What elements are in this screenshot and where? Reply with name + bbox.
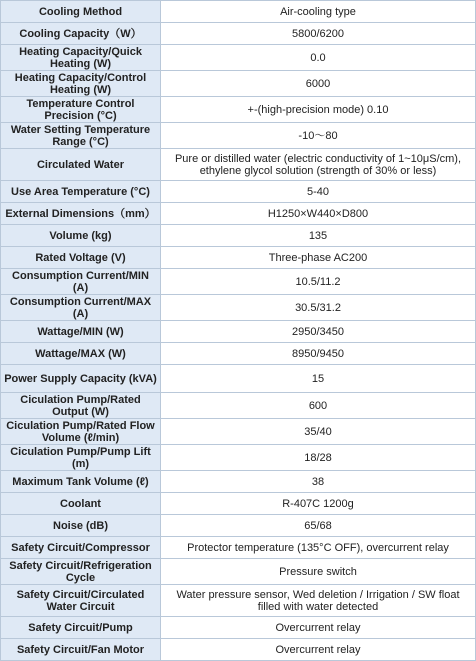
spec-value: Protector temperature (135°C OFF), overcurrent relay bbox=[161, 537, 476, 559]
table-row bbox=[1, 365, 476, 393]
spec-label: Water Setting Temperature Range (°C) bbox=[1, 123, 161, 149]
spec-label: Heating Capacity/Quick Heating (W) bbox=[1, 45, 161, 71]
spec-label: Rated Voltage (V) bbox=[1, 247, 161, 269]
spec-value: Three-phase AC200 bbox=[161, 247, 476, 269]
spec-label: Safety Circuit/Circulated Water Circuit bbox=[1, 585, 161, 617]
table-row bbox=[1, 585, 476, 617]
spec-value: 5800/6200 bbox=[161, 23, 476, 45]
table-row bbox=[1, 471, 476, 493]
spec-label: Noise (dB) bbox=[1, 515, 161, 537]
spec-label: Cooling Method bbox=[1, 1, 161, 23]
table-row bbox=[1, 493, 476, 515]
spec-label: Wattage/MIN (W) bbox=[1, 321, 161, 343]
spec-value: 10.5/11.2 bbox=[161, 269, 476, 295]
spec-value: 0.0 bbox=[161, 45, 476, 71]
spec-label: Coolant bbox=[1, 493, 161, 515]
spec-value: 38 bbox=[161, 471, 476, 493]
table-row bbox=[1, 639, 476, 661]
table-row bbox=[1, 71, 476, 97]
table-row bbox=[1, 23, 476, 45]
table-row bbox=[1, 559, 476, 585]
spec-label: Volume (kg) bbox=[1, 225, 161, 247]
spec-value: 18/28 bbox=[161, 445, 476, 471]
table-row bbox=[1, 123, 476, 149]
spec-label: Power Supply Capacity (kVA) bbox=[1, 365, 161, 393]
spec-value: Pressure switch bbox=[161, 559, 476, 585]
table-row bbox=[1, 295, 476, 321]
table-row bbox=[1, 269, 476, 295]
table-row bbox=[1, 343, 476, 365]
spec-label: Safety Circuit/Refrigeration Cycle bbox=[1, 559, 161, 585]
spec-value: Overcurrent relay bbox=[161, 639, 476, 661]
spec-value: 5-40 bbox=[161, 181, 476, 203]
spec-value: 600 bbox=[161, 393, 476, 419]
table-row bbox=[1, 247, 476, 269]
table-row bbox=[1, 321, 476, 343]
spec-label: Ciculation Pump/Rated Flow Volume (ℓ/min) bbox=[1, 419, 161, 445]
table-row bbox=[1, 537, 476, 559]
spec-value: R-407C 1200g bbox=[161, 493, 476, 515]
spec-value: 8950/9450 bbox=[161, 343, 476, 365]
spec-value: Air-cooling type bbox=[161, 1, 476, 23]
spec-value: +-(high-precision mode) 0.10 bbox=[161, 97, 476, 123]
spec-value: Overcurrent relay bbox=[161, 617, 476, 639]
spec-value: H1250×W440×D800 bbox=[161, 203, 476, 225]
spec-value: 15 bbox=[161, 365, 476, 393]
spec-label: Ciculation Pump/Pump Lift (m) bbox=[1, 445, 161, 471]
table-row bbox=[1, 97, 476, 123]
table-row bbox=[1, 617, 476, 639]
spec-value: 35/40 bbox=[161, 419, 476, 445]
spec-label: Wattage/MAX (W) bbox=[1, 343, 161, 365]
table-row bbox=[1, 515, 476, 537]
spec-label: Safety Circuit/Compressor bbox=[1, 537, 161, 559]
spec-label: Ciculation Pump/Rated Output (W) bbox=[1, 393, 161, 419]
table-row bbox=[1, 419, 476, 445]
spec-value: 2950/3450 bbox=[161, 321, 476, 343]
spec-label: Heating Capacity/Control Heating (W) bbox=[1, 71, 161, 97]
table-row bbox=[1, 181, 476, 203]
spec-value: 30.5/31.2 bbox=[161, 295, 476, 321]
table-row bbox=[1, 225, 476, 247]
spec-label: Circulated Water bbox=[1, 149, 161, 181]
spec-label: External Dimensions（mm） bbox=[1, 203, 161, 225]
table-row bbox=[1, 45, 476, 71]
spec-value: 135 bbox=[161, 225, 476, 247]
table-row bbox=[1, 149, 476, 181]
table-row bbox=[1, 203, 476, 225]
spec-label: Consumption Current/MIN (A) bbox=[1, 269, 161, 295]
spec-label: Consumption Current/MAX (A) bbox=[1, 295, 161, 321]
spec-label: Safety Circuit/Fan Motor bbox=[1, 639, 161, 661]
spec-label: Temperature Control Precision (°C) bbox=[1, 97, 161, 123]
spec-value: Pure or distilled water (electric conductivity of 1~10μS/cm), ethylene glycol solution (strength of 30% or less) bbox=[161, 149, 476, 181]
spec-value: -10～80 bbox=[161, 123, 476, 149]
spec-label: Use Area Temperature (°C) bbox=[1, 181, 161, 203]
spec-value: Water pressure sensor, Wed deletion / Irrigation / SW float filled with water detected bbox=[161, 585, 476, 617]
table-row bbox=[1, 1, 476, 23]
spec-value: 6000 bbox=[161, 71, 476, 97]
table-row bbox=[1, 393, 476, 419]
spec-label: Safety Circuit/Pump bbox=[1, 617, 161, 639]
spec-value: 65/68 bbox=[161, 515, 476, 537]
spec-table-body bbox=[1, 1, 476, 661]
spec-label: Cooling Capacity（W） bbox=[1, 23, 161, 45]
spec-label: Maximum Tank Volume (ℓ) bbox=[1, 471, 161, 493]
table-row bbox=[1, 445, 476, 471]
